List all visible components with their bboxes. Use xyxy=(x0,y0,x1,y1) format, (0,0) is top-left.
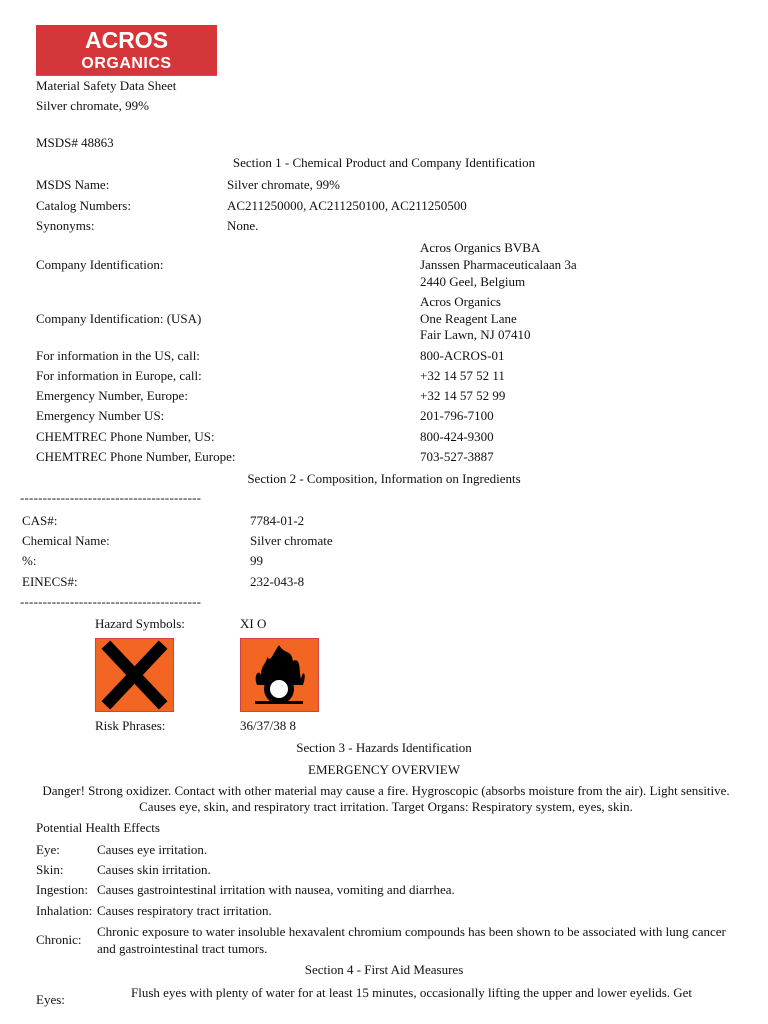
emergency-overview-title: EMERGENCY OVERVIEW xyxy=(308,762,460,777)
msds-name-value: Silver chromate, 99% xyxy=(227,177,340,192)
synonyms-value: None. xyxy=(227,218,259,233)
effect-value-eye: Causes eye irritation. xyxy=(97,842,208,857)
chemical-name-value: Silver chromate xyxy=(250,533,333,548)
company-usa-line-2: One Reagent Lane xyxy=(420,311,517,326)
phone-label: For information in Europe, call: xyxy=(36,368,202,383)
company-usa-line-1: Acros Organics xyxy=(420,294,501,309)
phone-value: +32 14 57 52 99 xyxy=(420,388,506,403)
eyes-text: Flush eyes with plenty of water for at least 15 minutes, occasionally lifting the upper and lower eyelids. Get xyxy=(131,985,693,1000)
phone-value: 800-ACROS-01 xyxy=(420,348,505,363)
msds-name-label: MSDS Name: xyxy=(36,177,110,192)
emergency-overview-text: Danger! Strong oxidizer. Contact with other material may cause a fire. Hygroscopic (absorbs moisture from the air). Light sensitive. Causes eye, skin, and respiratory tract irritation. Target Organs: Respiratory system, eyes, skin. xyxy=(42,783,730,814)
catalog-numbers-value: AC211250000, AC211250100, AC211250500 xyxy=(227,198,467,213)
einecs-value: 232-043-8 xyxy=(250,574,305,589)
synonyms-label: Synonyms: xyxy=(36,218,95,233)
section-1-title: Section 1 - Chemical Product and Company Identification xyxy=(232,155,536,170)
percent-label: %: xyxy=(22,553,37,568)
section-2-title: Section 2 - Composition, Information on Ingredients xyxy=(247,471,521,486)
einecs-label: EINECS#: xyxy=(22,574,78,589)
percent-value: 99 xyxy=(250,553,263,568)
risk-phrases-label: Risk Phrases: xyxy=(95,718,166,733)
cas-value: 7784-01-2 xyxy=(250,513,305,528)
potential-health-effects-title: Potential Health Effects xyxy=(36,820,160,835)
logo-divider xyxy=(36,75,217,76)
section-4-title: Section 4 - First Aid Measures xyxy=(304,962,464,977)
company-usa-label: Company Identification: (USA) xyxy=(36,311,202,326)
company-line-1: Acros Organics BVBA xyxy=(420,240,541,255)
effect-value-skin: Causes skin irritation. xyxy=(97,862,211,877)
chemical-name-label: Chemical Name: xyxy=(22,533,110,548)
phone-label: Emergency Number, Europe: xyxy=(36,388,188,403)
effect-value-chronic: Chronic exposure to water insoluble hexavalent chromium compounds has been shown to be associated with lung cancer and gastrointestinal tract tumors. xyxy=(97,924,726,956)
phone-value: +32 14 57 52 11 xyxy=(420,368,505,383)
phone-label: CHEMTREC Phone Number, US: xyxy=(36,429,215,444)
document-type: Material Safety Data Sheet xyxy=(36,78,177,93)
phone-label: Emergency Number US: xyxy=(36,408,165,423)
divider-bottom: ---------------------------------------- xyxy=(20,594,202,609)
phone-value: 800-424-9300 xyxy=(420,429,494,444)
oxidizer-flame-icon xyxy=(240,638,319,712)
divider-top: ---------------------------------------- xyxy=(20,490,202,505)
effect-label-eye: Eye: xyxy=(36,842,60,857)
risk-phrases-value: 36/37/38 8 xyxy=(240,718,296,733)
cas-label: CAS#: xyxy=(22,513,58,528)
hazard-symbols-value: XI O xyxy=(240,616,267,631)
effect-label-ingestion: Ingestion: xyxy=(36,882,88,897)
effect-value-inhalation: Causes respiratory tract irritation. xyxy=(97,903,272,918)
phone-label: CHEMTREC Phone Number, Europe: xyxy=(36,449,236,464)
effect-value-ingestion: Causes gastrointestinal irritation with nausea, vomiting and diarrhea. xyxy=(97,882,455,897)
section-3-title: Section 3 - Hazards Identification xyxy=(296,740,472,755)
acros-organics-logo xyxy=(36,25,217,76)
eyes-label: Eyes: xyxy=(36,992,65,1007)
catalog-numbers-label: Catalog Numbers: xyxy=(36,198,131,213)
hazard-symbols-label: Hazard Symbols: xyxy=(95,616,185,631)
effect-label-chronic: Chronic: xyxy=(36,932,82,947)
phone-value: 703-527-3887 xyxy=(420,449,494,464)
effect-label-inhalation: Inhalation: xyxy=(36,903,93,918)
logo-line-2: ORGANICS xyxy=(81,55,172,72)
company-line-3: 2440 Geel, Belgium xyxy=(420,274,526,289)
company-id-label: Company Identification: xyxy=(36,257,164,272)
product-name: Silver chromate, 99% xyxy=(36,98,149,113)
msds-number: MSDS# 48863 xyxy=(36,135,114,150)
effect-label-skin: Skin: xyxy=(36,862,64,877)
phone-label: For information in the US, call: xyxy=(36,348,200,363)
logo-line-1: ACROS xyxy=(84,27,169,53)
company-line-2: Janssen Pharmaceuticalaan 3a xyxy=(420,257,577,272)
phone-value: 201-796-7100 xyxy=(420,408,494,423)
company-usa-line-3: Fair Lawn, NJ 07410 xyxy=(420,327,531,342)
irritant-x-icon xyxy=(95,638,174,712)
